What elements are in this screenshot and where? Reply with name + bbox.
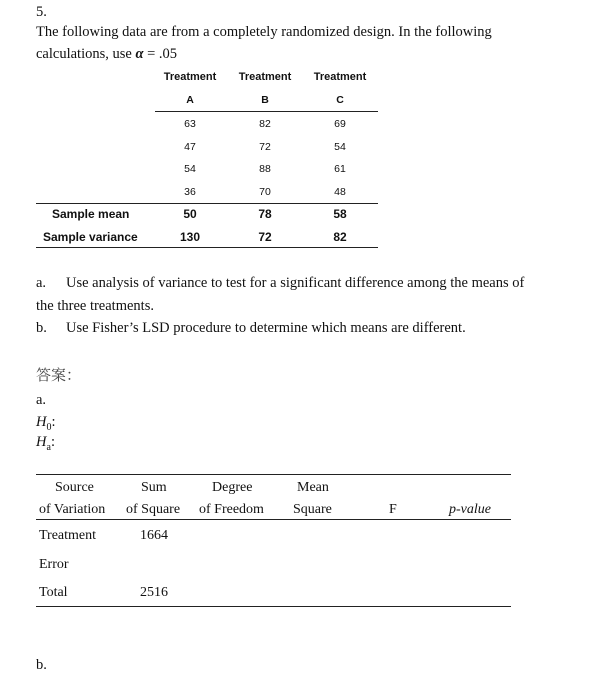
anova-header-degree: Degree: [212, 480, 253, 495]
cell: 54: [334, 141, 346, 153]
header-treatment-a: Treatment: [163, 71, 217, 83]
cell: 82: [259, 118, 271, 130]
alpha-value: = .05: [143, 46, 178, 62]
sample-variance-a: 130: [179, 230, 201, 244]
answer-b-label: b.: [36, 657, 47, 673]
cell: 47: [184, 141, 196, 153]
anova-top-rule: [36, 474, 511, 475]
cell: 36: [184, 186, 196, 198]
anova-row-treatment-source: Treatment: [39, 528, 97, 543]
cell: 61: [334, 163, 346, 175]
sample-mean-label: Sample mean: [52, 207, 130, 221]
sample-variance-c: 82: [333, 230, 347, 244]
sample-mean-a: 50: [183, 207, 197, 221]
anova-header-mean: Mean: [297, 480, 329, 495]
ha-letter: H: [36, 434, 47, 450]
anova-row-total-ss: 2516: [140, 585, 168, 600]
anova-header-source: Source: [55, 480, 94, 495]
answer-heading: 答案：: [36, 366, 82, 384]
sample-mean-b: 78: [258, 207, 272, 221]
anova-row-error-source: Error: [39, 557, 69, 572]
cell: 69: [334, 118, 346, 130]
h0-subscript: 0: [46, 421, 52, 433]
anova-header-sum: Sum: [141, 480, 167, 495]
cell: 54: [184, 163, 196, 175]
anova-header-of-variation: of Variation: [39, 502, 106, 517]
cell: 72: [259, 141, 271, 153]
anova-row-total-source: Total: [39, 585, 68, 600]
part-a-label: a.: [36, 275, 47, 291]
alpha-symbol: α: [135, 46, 144, 62]
sample-variance-label: Sample variance: [43, 230, 138, 244]
part-a-text-line1: Use analysis of variance to test for a significant difference among the means of: [66, 275, 525, 291]
sample-mean-c: 58: [333, 207, 347, 221]
part-b-text: Use Fisher’s LSD procedure to determine which means are different.: [66, 320, 466, 336]
header-treatment-c: Treatment: [313, 71, 367, 83]
anova-header-of-freedom: of Freedom: [199, 502, 264, 517]
cell: 48: [334, 186, 346, 198]
header-treatment-b: Treatment: [238, 71, 292, 83]
answer-a-label: a.: [36, 392, 47, 408]
anova-bottom-rule: [36, 606, 511, 607]
h0-colon: :: [51, 414, 56, 430]
ha-colon: :: [50, 434, 55, 450]
anova-row-treatment-ss: 1664: [140, 528, 168, 543]
part-b-label: b.: [36, 320, 47, 336]
sample-variance-b: 72: [258, 230, 272, 244]
question-text-prefix: calculations, use: [36, 46, 136, 62]
question-number: 5.: [36, 4, 47, 20]
question-text-line1: The following data are from a completely randomized design. In the following: [36, 24, 492, 40]
header-letter-a: A: [186, 94, 194, 106]
cell: 88: [259, 163, 271, 175]
anova-header-p-value: p-value: [449, 502, 491, 517]
header-letter-c: C: [336, 94, 344, 106]
cell: 63: [184, 118, 196, 130]
cell: 70: [259, 186, 271, 198]
anova-header-rule: [36, 519, 511, 520]
anova-header-square: Square: [293, 502, 332, 517]
anova-header-of-square: of Square: [126, 502, 181, 517]
h0-letter: H: [36, 414, 47, 430]
anova-header-f: F: [389, 502, 397, 517]
header-letter-b: B: [261, 94, 269, 106]
part-a-text-line2: the three treatments.: [36, 298, 154, 314]
ha-subscript: a: [46, 441, 51, 453]
